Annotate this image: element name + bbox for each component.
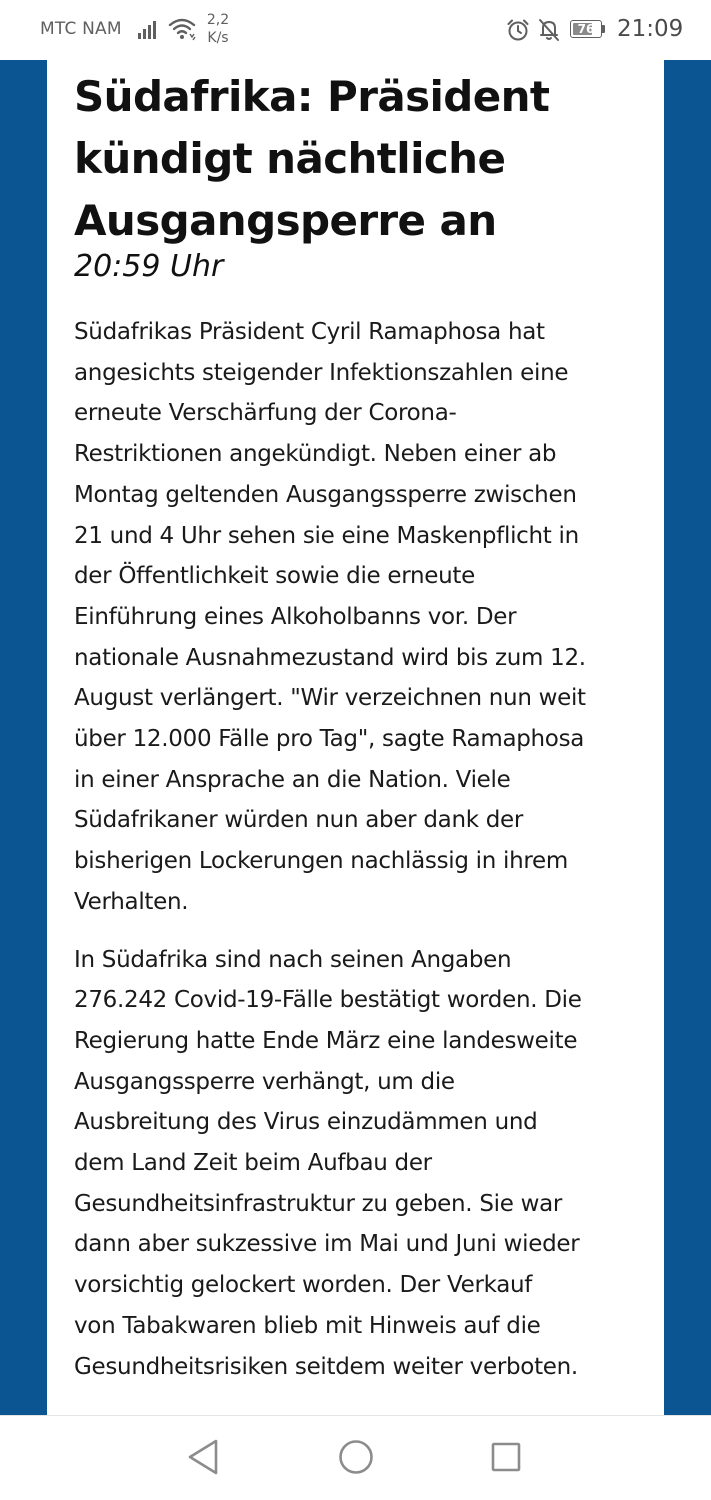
article-paragraph-1 xyxy=(74,312,644,923)
paragraph-line: Regierung hatte Ende März eine landesweite xyxy=(74,1027,578,1054)
paragraph-line: Südafrikas Präsident Cyril Ramaphosa hat xyxy=(74,319,545,345)
paragraph-line: Verhalten. xyxy=(74,888,189,915)
alarm-icon xyxy=(506,18,530,42)
paragraph-line: In Südafrika sind nach seinen Angaben xyxy=(74,946,512,973)
network-speed xyxy=(205,11,231,47)
paragraph-line: Montag geltenden Ausgangssperre zwischen xyxy=(74,481,577,508)
navigation-bar xyxy=(0,1415,711,1500)
battery-level: 76 xyxy=(577,22,595,36)
article-paragraph-2 xyxy=(74,940,644,1388)
paragraph-line: dem Land Zeit beim Aufbau der xyxy=(74,1150,432,1177)
right-blue-margin xyxy=(664,60,711,1415)
paragraph-line: der Öffentlichkeit sowie die erneute xyxy=(74,563,475,590)
paragraph-line: von Tabakwaren blieb mit Hinweis auf die xyxy=(74,1312,541,1339)
paragraph-line: erneute Verschärfung der Corona- xyxy=(74,400,457,427)
paragraph-line: Ausgangssperre verhängt, um die xyxy=(74,1068,455,1095)
paragraph-line: Ausbreitung des Virus einzudämmen und xyxy=(74,1109,538,1136)
paragraph-line: bisherigen Lockerungen nachlässig in ihrem xyxy=(74,848,569,875)
article-view[interactable] xyxy=(0,60,711,1415)
network-speed-value: 2,2 xyxy=(206,12,230,28)
paragraph-line: Gesundheitsrisiken seitdem weiter verboten. xyxy=(74,1353,578,1380)
paragraph-line: angesichts steigender Infektionszahlen eine xyxy=(74,359,569,386)
headline-line: Südafrika: Präsident xyxy=(74,72,550,121)
wifi-icon xyxy=(168,16,198,42)
status-clock: 21:09 xyxy=(617,16,684,42)
article-time: 20:59 Uhr xyxy=(74,249,224,284)
paragraph-line: August verlängert. "Wir verzeichnen nun weit xyxy=(74,685,586,712)
paragraph-line: vorsichtig gelockert worden. Der Verkauf xyxy=(74,1272,533,1299)
status-bar xyxy=(0,0,711,60)
paragraph-line: 21 und 4 Uhr sehen sie eine Maskenpflicht in xyxy=(74,522,579,549)
carrier-name: MTC NAM xyxy=(40,19,122,39)
paragraph-line: Südafrikaner würden nun aber dank der xyxy=(74,807,524,834)
left-blue-margin xyxy=(0,60,47,1415)
battery-icon xyxy=(570,20,608,40)
paragraph-line: Einführung eines Alkoholbanns vor. Der xyxy=(74,603,517,630)
network-speed-unit: K/s xyxy=(207,30,229,46)
paragraph-line: nationale Ausnahmezustand wird bis zum 12. xyxy=(74,644,586,671)
paragraph-line: dann aber sukzessive im Mai und Juni wieder xyxy=(74,1231,580,1258)
home-circle-icon[interactable] xyxy=(338,1439,374,1475)
article-headline xyxy=(74,66,644,252)
paragraph-line: über 12.000 Fälle pro Tag", sagte Ramaphosa xyxy=(74,726,585,753)
headline-line: Ausgangsperre an xyxy=(74,196,497,245)
paragraph-line: Restriktionen angekündigt. Neben einer ab xyxy=(74,441,557,468)
paragraph-line: 276.242 Covid-19-Fälle bestätigt worden. Die xyxy=(74,987,582,1014)
paragraph-line: Gesundheitsinfrastruktur zu geben. Sie war xyxy=(74,1190,563,1217)
recent-apps-square-icon[interactable] xyxy=(491,1442,521,1472)
headline-line: kündigt nächtliche xyxy=(74,134,506,183)
back-triangle-icon[interactable] xyxy=(186,1438,220,1476)
notifications-off-icon xyxy=(537,17,561,43)
paragraph-line: in einer Ansprache an die Nation. Viele xyxy=(74,766,511,793)
signal-icon xyxy=(137,18,161,40)
article xyxy=(74,66,644,1387)
